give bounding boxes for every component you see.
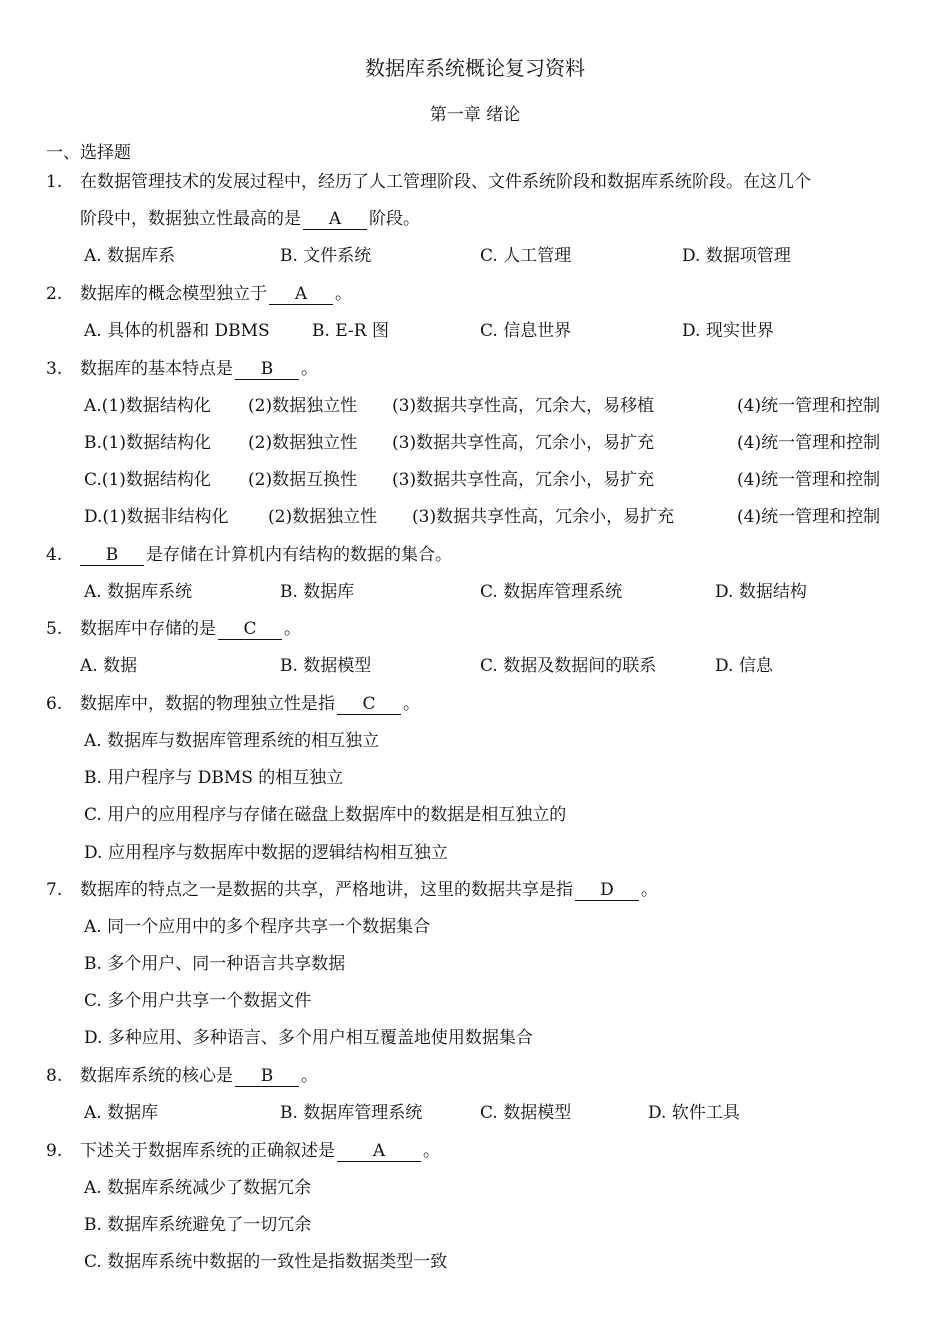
question-text-suffix: 。 <box>641 880 658 900</box>
question-number: 7. <box>46 880 63 900</box>
option-a: A. 同一个应用中的多个程序共享一个数据集合 <box>84 917 431 937</box>
option-c: C. 信息世界 <box>480 321 572 341</box>
option-b: B. 文件系统 <box>280 246 372 266</box>
answer-blank: A <box>303 209 367 230</box>
question-text-suffix: 。 <box>301 1066 318 1086</box>
question-1-stem <box>80 207 420 231</box>
option-b: B. 数据模型 <box>280 656 372 676</box>
option-c: C. 数据库系统中数据的一致性是指数据类型一致 <box>84 1252 448 1272</box>
option-a-part-1: A.(1)数据结构化 <box>84 396 211 416</box>
option-c: C. 数据及数据间的联系 <box>480 656 657 676</box>
question-text-suffix: 阶段。 <box>369 209 420 229</box>
question-text: 数据库的基本特点是 <box>80 359 233 379</box>
option-d-part-4: (4)统一管理和控制 <box>737 507 881 527</box>
question-text: 数据库系统的核心是 <box>80 1066 233 1086</box>
chapter-heading: 第一章 绪论 <box>429 105 521 125</box>
answer-blank: D <box>575 880 639 901</box>
option-a: A. 数据 <box>80 656 138 676</box>
question-stem <box>80 357 318 381</box>
option-b: B. 数据库系统避免了一切冗余 <box>84 1215 312 1235</box>
question-text-suffix: 。 <box>335 284 352 304</box>
question-number: 5. <box>46 619 63 639</box>
option-c: C. 数据模型 <box>480 1103 572 1123</box>
question-number: 2. <box>46 284 63 304</box>
option-b: B. 数据库 <box>280 582 355 602</box>
answer-blank: A <box>269 284 333 305</box>
question-number: 1. <box>46 172 63 192</box>
question-text: 在数据管理技术的发展过程中，经历了人工管理阶段、文件系统阶段和数据库系统阶段。在这几个 <box>80 172 811 192</box>
question-stem <box>80 543 452 567</box>
question-text-suffix: 。 <box>423 1141 440 1161</box>
question-text-suffix: 。 <box>284 619 301 639</box>
option-b-part-1: B.(1)数据结构化 <box>84 433 211 453</box>
option-b-part-2: (2)数据独立性 <box>248 433 358 453</box>
option-a: A. 具体的机器和 DBMS <box>84 321 270 341</box>
question-text: 数据库的概念模型独立于 <box>80 284 267 304</box>
option-d: D. 数据结构 <box>715 582 807 602</box>
answer-blank: B <box>235 359 299 380</box>
option-c-part-3: (3)数据共享性高，冗余小，易扩充 <box>392 470 655 490</box>
question-stem <box>80 692 420 716</box>
option-c: C. 多个用户共享一个数据文件 <box>84 991 312 1011</box>
option-a-part-2: (2)数据独立性 <box>248 396 358 416</box>
question-text: 数据库中存储的是 <box>80 619 216 639</box>
option-b: B. 多个用户、同一种语言共享数据 <box>84 954 346 974</box>
option-d-part-3: (3)数据共享性高，冗余小，易扩充 <box>412 507 675 527</box>
option-d: D. 应用程序与数据库中数据的逻辑结构相互独立 <box>84 843 448 863</box>
question-number: 6. <box>46 694 63 714</box>
question-number: 9. <box>46 1141 63 1161</box>
question-text: 下述关于数据库系统的正确叙述是 <box>80 1141 335 1161</box>
section-heading: 一、选择题 <box>46 143 131 163</box>
option-c: C. 数据库管理系统 <box>480 582 623 602</box>
option-c-part-2: (2)数据互换性 <box>248 470 358 490</box>
option-d: D. 现实世界 <box>682 321 774 341</box>
option-d: D. 软件工具 <box>648 1103 740 1123</box>
option-c-part-1: C.(1)数据结构化 <box>84 470 211 490</box>
option-d: D. 信息 <box>715 656 773 676</box>
answer-blank: C <box>337 694 401 715</box>
document-title: 数据库系统概论复习资料 <box>365 56 585 80</box>
question-stem <box>80 878 658 902</box>
option-b: B. 数据库管理系统 <box>280 1103 423 1123</box>
option-b-part-3: (3)数据共享性高，冗余小，易扩充 <box>392 433 655 453</box>
question-text: 数据库的特点之一是数据的共享，严格地讲，这里的数据共享是指 <box>80 880 573 900</box>
option-a-part-4: (4)统一管理和控制 <box>737 396 881 416</box>
option-d: D. 多种应用、多种语言、多个用户相互覆盖地使用数据集合 <box>84 1028 533 1048</box>
option-a: A. 数据库系统 <box>84 582 193 602</box>
question-number: 4. <box>46 545 63 565</box>
option-a-part-3: (3)数据共享性高，冗余大，易移植 <box>392 396 655 416</box>
question-number: 8. <box>46 1066 63 1086</box>
question-stem <box>80 617 301 641</box>
answer-blank: B <box>80 545 144 566</box>
option-c: C. 用户的应用程序与存储在磁盘上数据库中的数据是相互独立的 <box>84 805 567 825</box>
option-b: B. 用户程序与 DBMS 的相互独立 <box>84 768 344 788</box>
option-d: D. 数据项管理 <box>682 246 791 266</box>
option-d-part-2: (2)数据独立性 <box>268 507 378 527</box>
option-b-part-4: (4)统一管理和控制 <box>737 433 881 453</box>
option-a: A. 数据库 <box>84 1103 159 1123</box>
option-b: B. E-R 图 <box>312 321 389 341</box>
option-a: A. 数据库系统减少了数据冗余 <box>84 1178 312 1198</box>
question-text-suffix: 是存储在计算机内有结构的数据的集合。 <box>146 545 452 565</box>
option-c: C. 人工管理 <box>480 246 572 266</box>
answer-blank: B <box>235 1066 299 1087</box>
answer-blank: C <box>218 619 282 640</box>
option-a: A. 数据库系 <box>84 246 176 266</box>
question-text: 数据库中，数据的物理独立性是指 <box>80 694 335 714</box>
question-text-suffix: 。 <box>403 694 420 714</box>
answer-blank: A <box>337 1141 421 1162</box>
option-a: A. 数据库与数据库管理系统的相互独立 <box>84 731 380 751</box>
option-c-part-4: (4)统一管理和控制 <box>737 470 881 490</box>
question-number: 3. <box>46 359 63 379</box>
question-stem <box>80 1139 440 1163</box>
option-d-part-1: D.(1)数据非结构化 <box>84 507 229 527</box>
question-text: 阶段中，数据独立性最高的是 <box>80 209 301 229</box>
question-text-suffix: 。 <box>301 359 318 379</box>
question-stem <box>80 1064 318 1088</box>
question-stem <box>80 282 352 306</box>
